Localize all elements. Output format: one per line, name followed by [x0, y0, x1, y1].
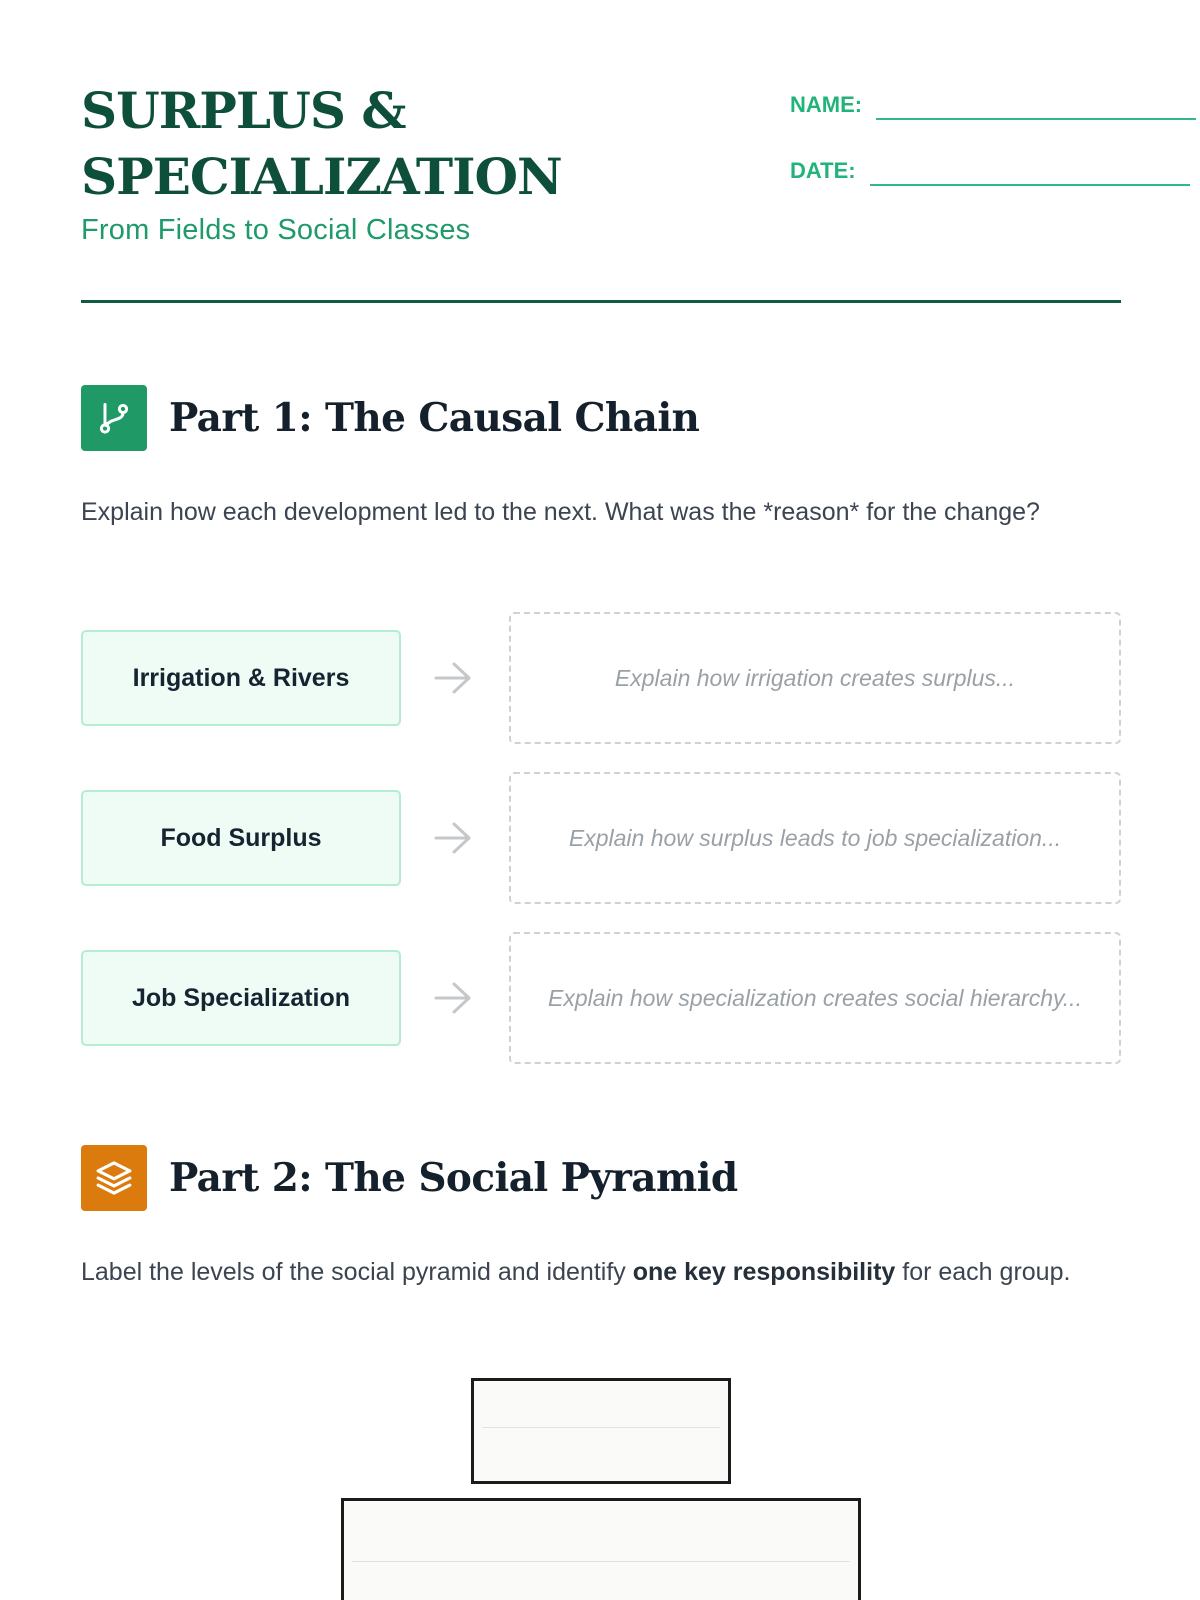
student-fields: [790, 84, 1200, 216]
part2-desc-post: for each group.: [895, 1258, 1071, 1286]
part2-heading: [81, 1145, 738, 1211]
date-field[interactable]: [790, 150, 1200, 186]
arrow-right-icon: [433, 820, 473, 856]
title-line-1: SURPLUS &: [81, 81, 406, 140]
worksheet-subtitle: From Fields to Social Classes: [81, 214, 471, 246]
pyramid-writing-line: [352, 1561, 850, 1562]
date-label: DATE:: [790, 158, 856, 183]
part1-description: Explain how each development led to the next. What was the *reason* for the change?: [81, 498, 1040, 526]
chain-answer-box[interactable]: Explain how specialization creates social hierarchy...: [509, 932, 1121, 1064]
part2-desc-bold: one key responsibility: [632, 1258, 896, 1286]
chain-cause-box: Irrigation & Rivers: [81, 630, 401, 726]
pyramid-level-top[interactable]: [471, 1378, 731, 1484]
worksheet-header: [81, 81, 1121, 247]
part2-title: Part 2: The Social Pyramid: [169, 1155, 738, 1201]
chain-row-1: [81, 612, 1121, 744]
date-line[interactable]: [870, 184, 1190, 186]
chain-row-3: [81, 932, 1121, 1064]
arrow-right-icon: [433, 660, 473, 696]
git-branch-icon: [81, 385, 147, 451]
chain-cause-box: Food Surplus: [81, 790, 401, 886]
name-field[interactable]: [790, 84, 1200, 120]
chain-answer-box[interactable]: Explain how surplus leads to job specialization...: [509, 772, 1121, 904]
chain-row-2: [81, 772, 1121, 904]
pyramid-level-second[interactable]: [341, 1498, 861, 1600]
part2-description: [81, 1252, 1121, 1292]
part2-desc-pre: Label the levels of the social pyramid and identify: [81, 1258, 633, 1286]
part1-heading: [81, 385, 699, 451]
title-line-2: SPECIALIZATION: [81, 147, 562, 206]
name-label: NAME:: [790, 92, 863, 117]
worksheet-title: [81, 78, 601, 210]
chain-answer-box[interactable]: Explain how irrigation creates surplus...: [509, 612, 1121, 744]
layers-icon: [81, 1145, 147, 1211]
part1-title: Part 1: The Causal Chain: [169, 395, 700, 441]
chain-cause-box: Job Specialization: [81, 950, 401, 1046]
header-divider: [81, 300, 1121, 303]
name-line[interactable]: [876, 118, 1196, 120]
arrow-right-icon: [433, 980, 473, 1016]
pyramid-writing-line: [482, 1427, 720, 1428]
